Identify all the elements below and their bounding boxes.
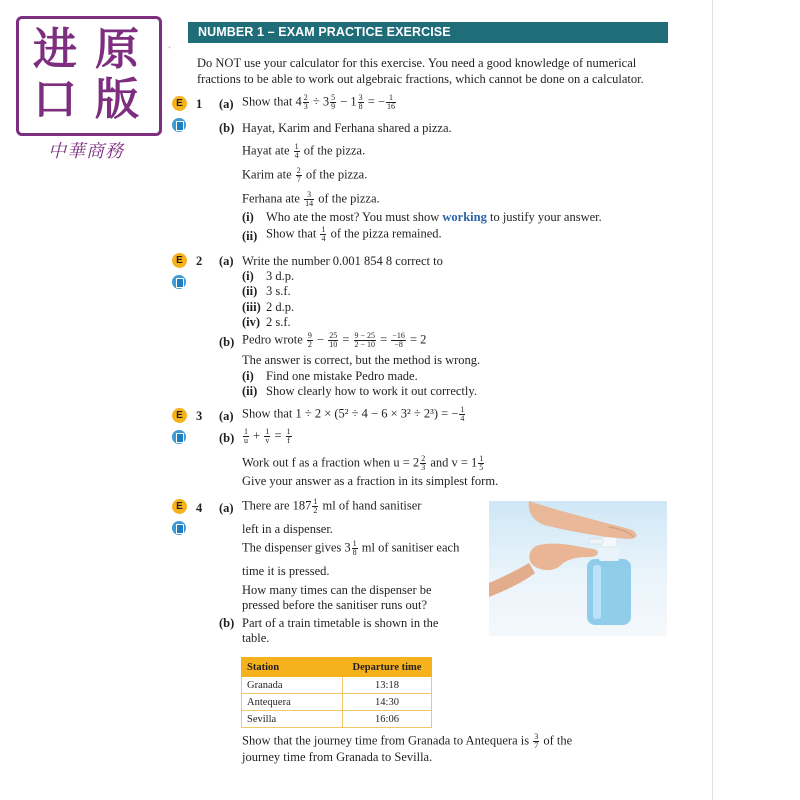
q2a-part: 3 s.f.	[266, 284, 291, 298]
question-number: 2	[196, 254, 203, 268]
q2a-text: Write the number 0.001 854 8 correct to	[242, 254, 443, 268]
q4b-line: table.	[242, 631, 270, 645]
q1b-ii: Show that $\frac{1}{4}$ of the pizza remained.	[266, 225, 442, 243]
forearm	[489, 563, 535, 597]
q4a-line: pressed before the sanitiser runs out?	[242, 598, 428, 612]
part-label: (a)	[219, 409, 234, 423]
q2a-part: 2 s.f.	[266, 315, 291, 329]
sanitiser-illustration	[489, 501, 667, 636]
q1b-hayat: Hayat ate $\frac{1}{4}$ of the pizza.	[242, 142, 366, 160]
sanitiser-photo	[489, 501, 667, 636]
publisher-logo	[16, 16, 162, 136]
part-label: (b)	[219, 121, 235, 135]
subpart-label: (i)	[242, 369, 254, 383]
q1b-intro: Hayat, Karim and Ferhana shared a pizza.	[242, 121, 452, 135]
time-cell: 13:18	[343, 677, 432, 694]
intro-line: Do NOT use your calculator for this exercise. You need a good knowledge of numerical	[197, 56, 637, 70]
q4a-line: How many times can the dispenser be	[242, 583, 432, 597]
q2a-part: 2 d.p.	[266, 300, 295, 314]
subpart-label: (ii)	[242, 384, 258, 398]
page-edge	[712, 0, 713, 800]
question-number: 1	[196, 97, 203, 111]
table-row	[242, 711, 432, 728]
q3b-simplest: Give your answer as a fraction in its simplest form.	[242, 474, 499, 488]
table-row	[242, 694, 432, 711]
timetable	[241, 657, 432, 728]
pump-nozzle	[589, 539, 603, 544]
column-header: Station	[242, 658, 343, 677]
calculator-icon	[172, 118, 186, 132]
q1b-karim: Karim ate $\frac{2}{7}$ of the pizza.	[242, 166, 368, 184]
subpart-label: (ii)	[242, 229, 258, 243]
q4a-line: The dispenser gives 3 $\frac{1}{8}$ ml of sanitiser each	[242, 539, 460, 557]
time-cell: 14:30	[343, 694, 432, 711]
q2b-i: Find one mistake Pedro made.	[266, 369, 418, 383]
intro-line: fractions to be able to work out algebraic fractions, which cannot be done on a calculator.	[197, 72, 644, 86]
q3b-formula: $\frac{1}{u}$ + $\frac{1}{v}$ = $\frac{1}{f}$	[244, 427, 291, 445]
calculator-icon	[172, 521, 186, 535]
extended-badge: E	[172, 253, 187, 268]
part-label: (a)	[219, 501, 234, 515]
logo-char: 口	[33, 74, 77, 125]
station-cell: Sevilla	[242, 711, 343, 728]
logo-subtitle: 中華商務	[48, 141, 124, 162]
logo-char: 原	[95, 24, 139, 75]
pump-head	[601, 537, 617, 547]
q4a-line: left in a dispenser.	[242, 522, 333, 536]
bottle-neck	[599, 545, 619, 561]
subpart-label: (i)	[242, 269, 254, 283]
station-cell: Granada	[242, 677, 343, 694]
extended-badge: E	[172, 408, 187, 423]
q4b-line: Part of a train timetable is shown in the	[242, 616, 439, 630]
logo-char: 进	[33, 24, 77, 75]
subpart-label: (iii)	[242, 300, 261, 314]
part-label: (b)	[219, 616, 235, 630]
calculator-icon	[172, 275, 186, 289]
table-header-row	[242, 658, 432, 677]
q4a-line: time it is pressed.	[242, 564, 330, 578]
upper-hand	[529, 501, 637, 539]
question-number: 4	[196, 501, 203, 515]
q2b-line: The answer is correct, but the method is wrong.	[242, 353, 481, 367]
q3a-text: Show that 1 ÷ 2 × (5² ÷ 4 − 6 × 3² ÷ 2³) = − $\frac{1}{4}$	[242, 405, 465, 423]
q3b-work: Work out f as a fraction when u = 2 $\frac{2}{3}$ and v = 1 $\frac{1}{5}$	[242, 454, 484, 472]
q1a-text: Show that 4 $\frac{2}{3}$ ÷ 3 $\frac{5}{9}$ − 1 $\frac{3}{8}$ = − $\frac{1}{16}$	[242, 93, 396, 111]
bottle-highlight	[593, 565, 601, 619]
subpart-label: (iv)	[242, 315, 261, 329]
q1b-ferhana: Ferhana ate $\frac{3}{14}$ of the pizza.	[242, 190, 380, 208]
part-label: (a)	[219, 254, 234, 268]
q4b-final: journey time from Granada to Sevilla.	[242, 750, 433, 764]
q2b-equation: Pedro wrote $\frac{9}{2}$ − $\frac{25}{10}$ = $\frac{9 - 25}{2 - 10}$ = $\frac{-16}{-8}$ = 2	[242, 331, 427, 349]
logo-char: 版	[95, 74, 139, 125]
time-cell: 16:06	[343, 711, 432, 728]
extended-badge: E	[172, 499, 187, 514]
question-number: 3	[196, 409, 203, 423]
subpart-label: (ii)	[242, 284, 258, 298]
q2b-ii: Show clearly how to work it out correctly.	[266, 384, 477, 398]
margin-mark: ﾞ	[168, 46, 173, 56]
subpart-label: (i)	[242, 210, 254, 224]
part-label: (a)	[219, 97, 234, 111]
q4b-final: Show that the journey time from Granada to Antequera is $\frac{3}{7}$ of the	[242, 732, 573, 750]
part-label: (b)	[219, 431, 235, 445]
column-header: Departure time	[343, 658, 432, 677]
q2a-part: 3 d.p.	[266, 269, 295, 283]
calculator-icon	[172, 430, 186, 444]
q4a-line: There are 187 $\frac{1}{2}$ ml of hand sanitiser	[242, 497, 422, 515]
table-row	[242, 677, 432, 694]
part-label: (b)	[219, 335, 235, 349]
station-cell: Antequera	[242, 694, 343, 711]
exercise-title: NUMBER 1 – EXAM PRACTICE EXERCISE	[198, 25, 451, 39]
extended-badge: E	[172, 96, 187, 111]
q1b-i: Who ate the most? You must show working to justify your answer.	[266, 210, 602, 224]
